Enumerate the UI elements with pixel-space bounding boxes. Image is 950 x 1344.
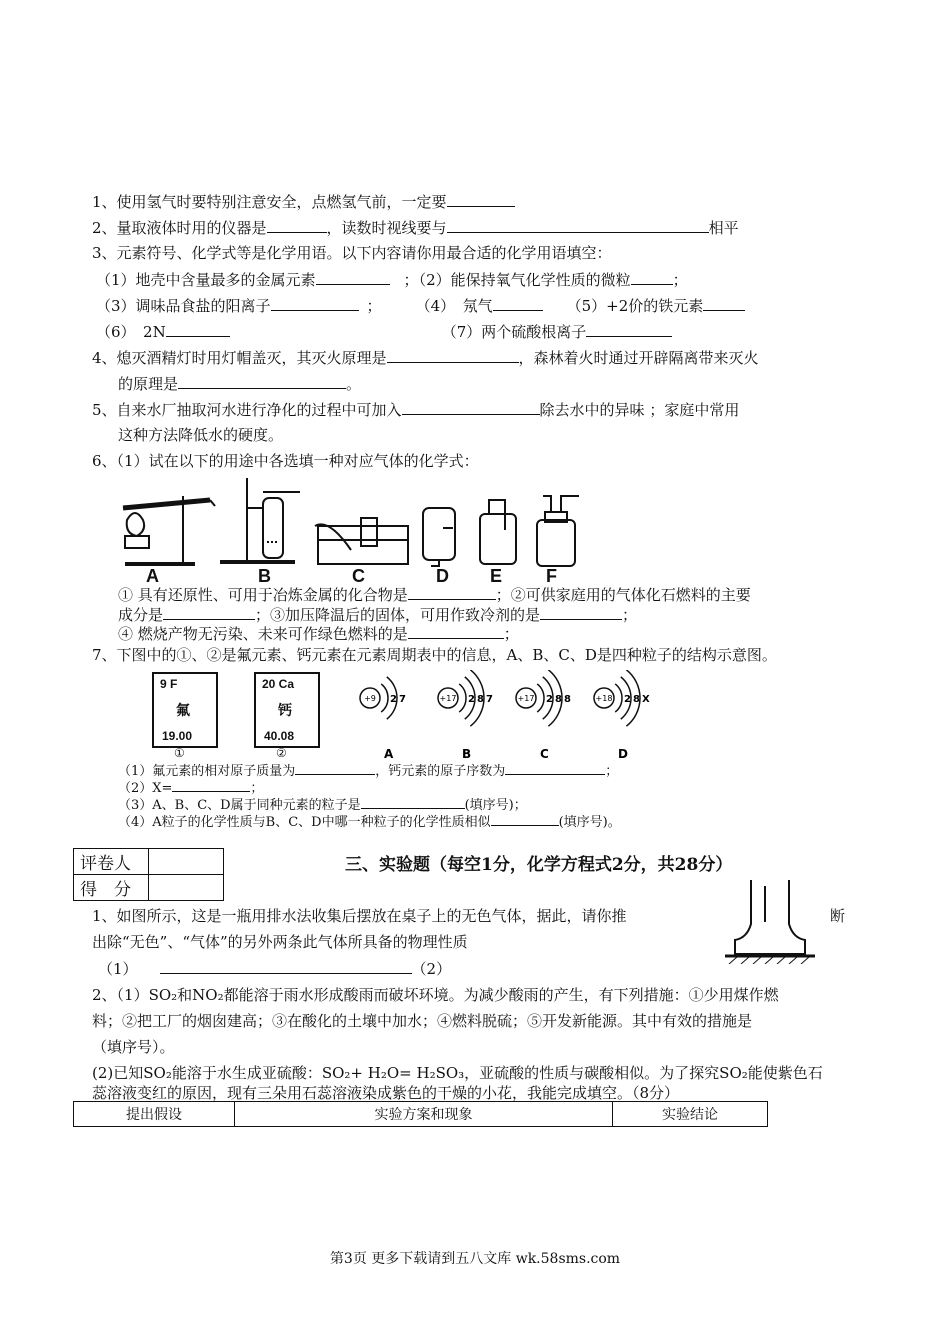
- electron-shell-arc: [459, 684, 466, 712]
- blank[interactable]: [447, 191, 515, 207]
- shell-electron-count: 2: [390, 694, 397, 705]
- blank[interactable]: [160, 958, 412, 974]
- question-6-line3: ④ 燃烧产物无污染、未来可作绿色燃料的是 ；: [118, 625, 519, 643]
- score-label-score: 得 分: [74, 875, 149, 901]
- score-cell[interactable]: [149, 849, 224, 875]
- blank[interactable]: [586, 321, 672, 337]
- atom-diagram-c: [516, 670, 571, 761]
- question-5: 5、自来水厂抽取河水进行净化的过程中可加入 除去水中的异味 ；家庭中常用: [92, 401, 740, 419]
- blank[interactable]: [178, 373, 346, 389]
- experiment-2-line4: (2)已知SO₂能溶于水生成亚硫酸：SO₂+ H₂O= H₂SO₃，亚硫酸的性质与碳酸相似。为了探究SO₂能使紫色石: [92, 1064, 823, 1082]
- page-footer: 第3页 更多下载请到五八文库 wk.58sms.com: [329, 1251, 621, 1267]
- blank[interactable]: [703, 295, 745, 311]
- blank[interactable]: [402, 399, 540, 415]
- blank[interactable]: [387, 347, 519, 363]
- question-7-sub2: （2）X= ；: [118, 781, 264, 796]
- blank[interactable]: [172, 779, 250, 792]
- atom-label: B: [462, 747, 472, 761]
- score-table: [73, 848, 224, 901]
- element-card-fluorine: 9 F 氟 19.00: [152, 672, 218, 748]
- header-conclusion: 实验结论: [613, 1102, 768, 1127]
- score-label-grader: 评卷人: [74, 849, 149, 875]
- apparatus-f-icon: [537, 496, 579, 566]
- blank[interactable]: [163, 604, 255, 620]
- apparatus-c-icon: [315, 518, 408, 564]
- electron-shell-arc: [615, 684, 622, 712]
- question-4-cont: 的原理是 。: [118, 375, 362, 393]
- blank[interactable]: [491, 813, 559, 826]
- question-7-sub3: （3）A、B、C、D属于同种元素的粒子是 (填序号)；: [118, 798, 527, 813]
- atom-label: D: [618, 747, 628, 761]
- shell-electron-count: 7: [399, 694, 406, 705]
- atom-diagram-d: [594, 670, 650, 761]
- shell-electron-count: 2: [468, 694, 475, 705]
- blank[interactable]: [540, 604, 622, 620]
- experiment-2-line2: 料；②把工厂的烟囱建高；③在酸化的土壤中加水；④燃料脱硫；⑤开发新能源。其中有效的措施是: [92, 1012, 753, 1030]
- question-3-row1: （1）地壳中含量最多的金属元素 ；（2）能保持氧气化学性质的微粒 ；: [96, 271, 688, 289]
- experiment-2-line5: 蕊溶液变红的原因，现有三朵用石蕊溶液染成紫色的干燥的小花，我能完成填空。（8分）: [92, 1084, 680, 1102]
- experiment-2-line3: （填序号）。: [92, 1038, 175, 1056]
- blank[interactable]: [166, 321, 230, 337]
- question-7-sub1: （1）氟元素的相对原子质量为 ，钙元素的原子序数为 ；: [118, 764, 619, 779]
- blank[interactable]: [408, 584, 496, 600]
- question-6-intro: 6、（1）试在以下的用途中各选填一种对应气体的化学式：: [92, 452, 479, 470]
- question-6-line2: 成分是 ；③加压降温后的固体，可用作致冷剂的是 ；: [118, 606, 638, 624]
- header-method: 实验方案和现象: [235, 1102, 613, 1127]
- electron-shell-arc: [381, 684, 388, 712]
- blank[interactable]: [267, 217, 327, 233]
- apparatus-e-icon: [480, 500, 516, 564]
- shell-electron-count: 8: [633, 694, 640, 705]
- atom-label: C: [540, 747, 549, 761]
- question-4: 4、熄灭酒精灯时用灯帽盖灭，其灭火原理是 ，森林着火时通过开辟隔离带来灭火: [92, 349, 759, 367]
- nucleus-charge: +17: [517, 694, 535, 703]
- element-card-calcium: 20 Ca 钙 40.08: [254, 672, 320, 748]
- question-3-intro: 3、元素符号、化学式等是化学用语。以下内容请你用最合适的化学用语填空：: [92, 244, 612, 262]
- apparatus-a-icon: [123, 496, 215, 564]
- apparatus-d-icon: [423, 508, 455, 566]
- apparatus-b-icon: [220, 478, 300, 562]
- score-cell[interactable]: [149, 875, 224, 901]
- question-6-line1: ① 具有还原性、可用于冶炼金属的化合物是 ；②可供家庭用的气体化石燃料的主要: [118, 586, 751, 604]
- card-label: ①: [174, 746, 185, 760]
- blank[interactable]: [447, 217, 709, 233]
- inverted-bottle-icon: [725, 872, 815, 964]
- question-7-sub4: （4）A粒子的化学性质与B、C、D中哪一种粒子的化学性质相似 (填序号)。: [118, 815, 621, 830]
- blank[interactable]: [408, 623, 504, 639]
- shell-electron-count: 8: [564, 694, 571, 705]
- experiment-1-line1-end: 断: [830, 907, 846, 925]
- electron-shell-arc: [537, 684, 544, 712]
- blank[interactable]: [361, 796, 465, 809]
- card-label: ②: [276, 746, 287, 760]
- atom-diagram-b: [438, 670, 493, 761]
- atom-diagrams: [350, 670, 650, 765]
- blank[interactable]: [493, 295, 543, 311]
- experiment-table: [73, 1101, 768, 1127]
- blank[interactable]: [631, 269, 673, 285]
- shell-electron-count: 8: [477, 694, 484, 705]
- question-7-intro: 7、下图中的①、②是氟元素、钙元素在元素周期表中的信息，A、B、C、D是四种粒子的结构示意图。: [92, 646, 777, 664]
- question-3-row2: （3）调味品食盐的阳离子 ； （4） 氖气 （5）+2价的铁元素: [96, 295, 745, 316]
- blank[interactable]: [271, 295, 359, 311]
- atom-diagram-a: [360, 677, 406, 761]
- blank[interactable]: [295, 762, 375, 775]
- question-2: 2、量取液体时用的仪器是 ，读数时视线要与 相平: [92, 219, 739, 237]
- header-hypothesis: 提出假设: [74, 1102, 235, 1127]
- experiment-2-line1: 2、（1）SO₂和NO₂都能溶于雨水形成酸雨而破坏环境。为减少酸雨的产生，有下列措施：①少用煤作燃: [92, 986, 779, 1004]
- nucleus-charge: +18: [595, 694, 613, 703]
- nucleus-charge: +17: [439, 694, 457, 703]
- question-5-cont: 这种方法降低水的硬度。: [118, 426, 284, 444]
- experiment-1-line2: 出除“无色”、“气体”的另外两条此气体所具备的物理性质: [92, 933, 468, 951]
- atom-label: A: [384, 747, 394, 761]
- shell-electron-count: 7: [486, 694, 493, 705]
- question-3-row3: （6） 2N （7）两个硫酸根离子: [96, 321, 672, 342]
- question-1: 1、使用氢气时要特别注意安全，点燃氢气前，一定要: [92, 191, 515, 212]
- blank[interactable]: [505, 762, 605, 775]
- lab-apparatus-figure: [105, 478, 595, 586]
- shell-electron-count: 8: [555, 694, 562, 705]
- section-3-title: 三、实验题（每空1分，化学方程式2分，共28分）: [345, 855, 733, 875]
- shell-electron-count: 2: [546, 694, 553, 705]
- blank[interactable]: [316, 269, 390, 285]
- shell-electron-count: X: [642, 694, 650, 705]
- experiment-1-line3: （1） （2）: [98, 960, 452, 978]
- nucleus-charge: +9: [364, 694, 376, 703]
- shell-electron-count: 2: [624, 694, 631, 705]
- experiment-1-line1: 1、如图所示，这是一瓶用排水法收集后摆放在桌子上的无色气体，据此，请你推: [92, 907, 627, 925]
